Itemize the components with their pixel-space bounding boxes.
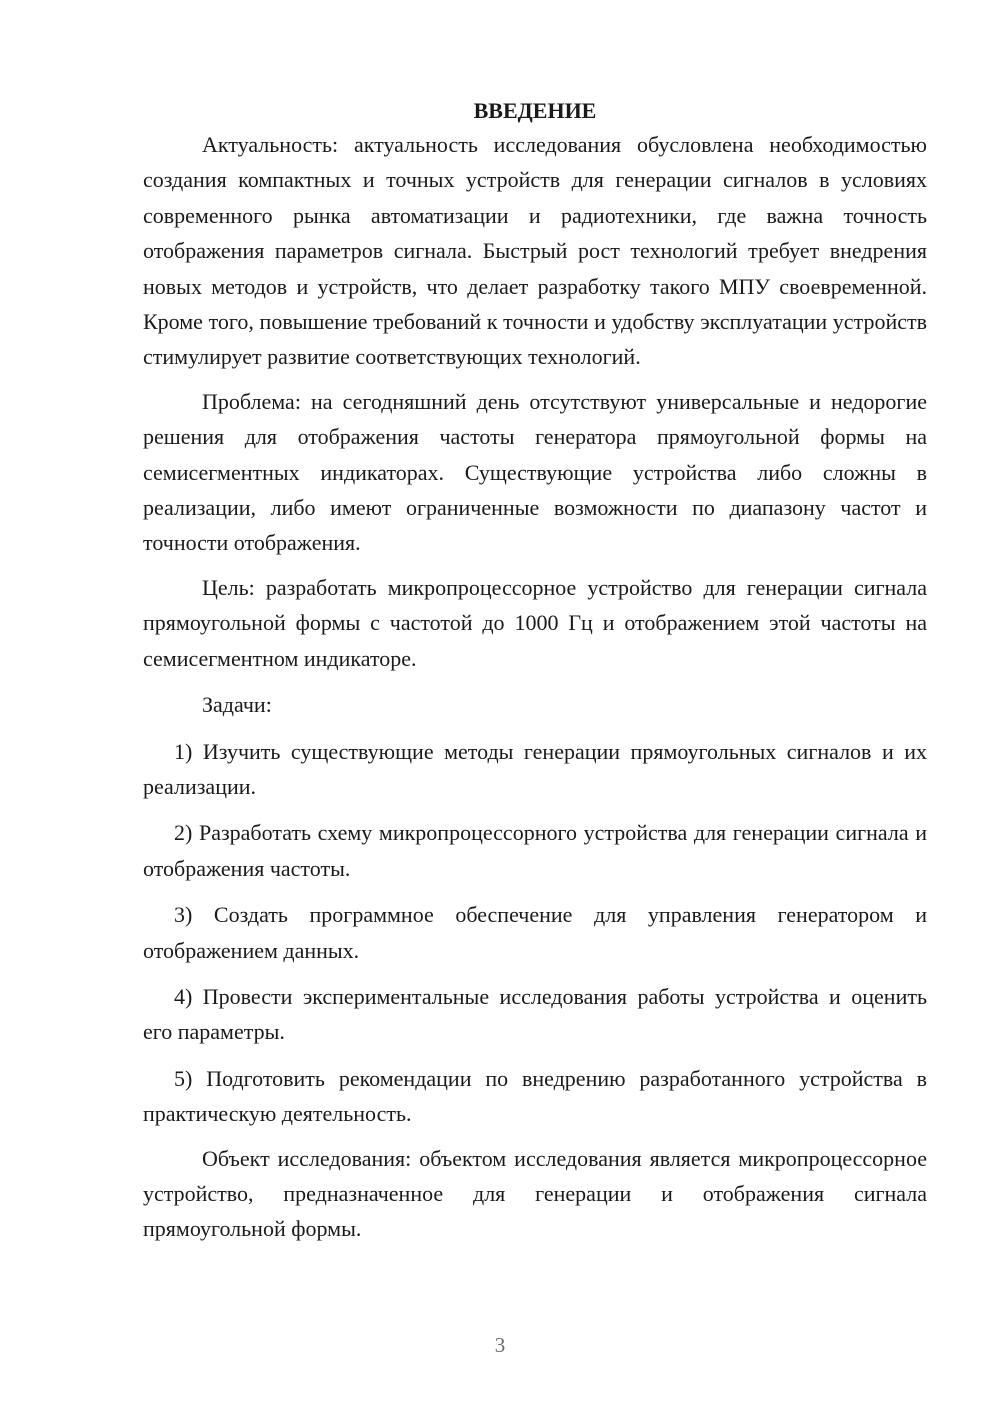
paragraph-research-object: Объект исследования: объектом исследования является микропроцессорное устройство, предназначенное для генерации и отображения сигнала прямоугольной формы. (143, 1145, 927, 1242)
section-heading: ВВЕДЕНИЕ (473, 98, 597, 123)
document-page (143, 94, 927, 1247)
page-number: 3 (494, 1333, 506, 1357)
task-item-4: 4) Провести экспериментальные исследования работы устройства и оценить его параметры. (143, 983, 927, 1045)
paragraph-problem: Проблема: на сегодняшний день отсутствуют универсальные и недорогие решения для отображения частоты генератора прямоугольной формы на семисегментных индикаторах. Существующие устройства либо сложны в реализации, либо имеют ограниченные возможности по диапазону частот и точности отображения. (143, 388, 927, 556)
paragraph-goal: Цель: разработать микропроцессорное устройство для генерации сигнала прямоугольной формы с частотой до 1000 Гц и отображением этой частоты на семисегментном индикаторе. (143, 574, 927, 671)
paragraph-relevance: Актуальность: актуальность исследования обусловлена необходимостью создания компактных и точных устройств для генерации сигналов в условиях современного рынка автоматизации и радиотехники, где важна точность отображения параметров сигнала. Быстрый рост технологий требует внедрения новых методов и устройств, что делает разработку такого МПУ своевременной. Кроме того, повышение требований к точности и удобству эксплуатации устройств стимулирует развитие соответствующих технологий. (143, 132, 927, 370)
task-item-2: 2) Разработать схему микропроцессорного устройства для генерации сигнала и отображения частоты. (143, 820, 927, 881)
task-item-3: 3) Создать программное обеспечение для управления генератором и отображением данных. (143, 902, 927, 963)
task-item-5: 5) Подготовить рекомендации по внедрению разработанного устройства в практическую деятельность. (143, 1065, 927, 1127)
task-item-1: 1) Изучить существующие методы генерации прямоугольных сигналов и их реализации. (143, 738, 927, 799)
tasks-label: Задачи: (202, 692, 272, 718)
